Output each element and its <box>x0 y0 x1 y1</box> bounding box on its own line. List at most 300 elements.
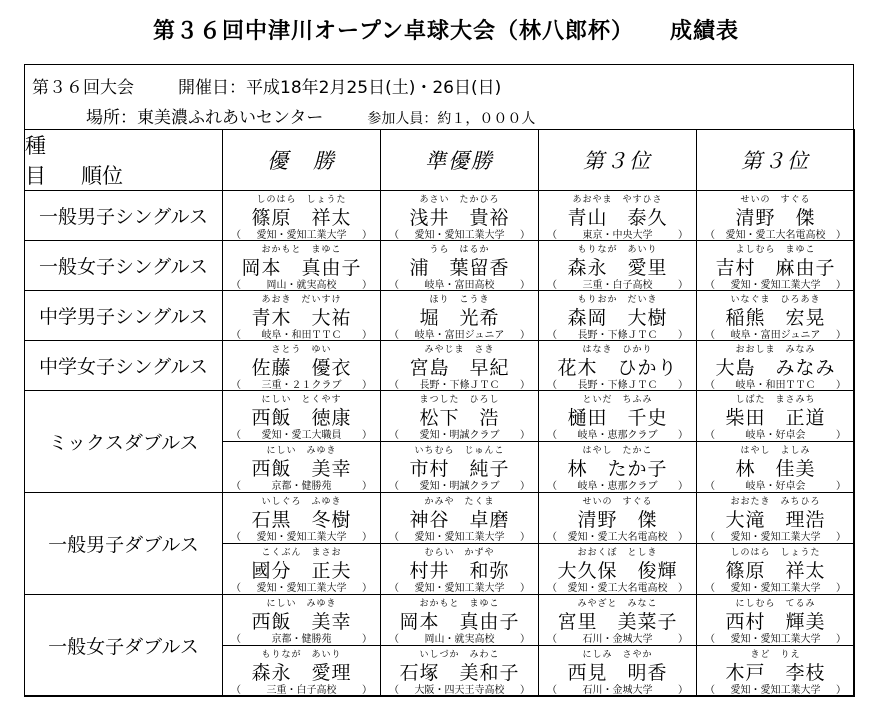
player-affiliation <box>697 326 854 339</box>
player-affiliation <box>381 579 538 592</box>
player-name: 清野 傑 <box>577 509 658 531</box>
player-kana: いしぐろ ふゆき <box>261 497 342 507</box>
player-cell <box>539 493 697 544</box>
player-affiliation <box>539 681 696 694</box>
player-kana: よしむら まゆこ <box>735 245 816 255</box>
table-row <box>25 241 855 291</box>
player-cell <box>697 241 855 291</box>
paren-close: ） <box>520 481 530 492</box>
paren-open: （ <box>231 685 241 696</box>
paren-open: （ <box>547 532 557 543</box>
player-cell <box>381 241 539 291</box>
affiliation-text: 愛知・愛知工業大学 <box>414 532 505 543</box>
paren-close: ） <box>520 380 530 391</box>
player-cell <box>697 544 855 595</box>
table-row <box>25 341 855 391</box>
affiliation-text: 岐阜・和田ＴＴＣ <box>261 330 342 341</box>
player-name: 西飯 徳康 <box>251 407 352 429</box>
paren-close: ） <box>836 330 846 341</box>
player-affiliation <box>223 426 380 439</box>
event-name: 一般男子ダブルス <box>25 493 223 595</box>
paren-close: ） <box>678 634 688 645</box>
paren-close: ） <box>836 380 846 391</box>
player-affiliation <box>539 630 696 643</box>
event-name: 中学男子シングルス <box>25 291 223 341</box>
player-kana: おかもと まゆこ <box>261 245 342 255</box>
paren-open: （ <box>547 380 557 391</box>
player-cell <box>223 191 381 241</box>
player-cell <box>697 595 855 646</box>
player-cell <box>697 646 855 697</box>
rank-header: 第３位 <box>539 130 697 191</box>
player-affiliation <box>539 226 696 239</box>
paren-close: ） <box>520 230 530 241</box>
player-kana: おおくぼ としき <box>577 548 658 558</box>
paren-open: （ <box>389 230 399 241</box>
tournament-info <box>32 73 501 98</box>
player-name: 吉村 麻由子 <box>715 257 836 279</box>
paren-open: （ <box>389 532 399 543</box>
paren-open: （ <box>547 685 557 696</box>
player-cell <box>223 544 381 595</box>
affiliation-text: 愛知・明誠クラブ <box>419 481 500 492</box>
player-name: 佐藤 優衣 <box>251 357 352 379</box>
table-row <box>25 191 855 241</box>
affiliation-text: 大阪・四天王寺高校 <box>414 685 505 696</box>
affiliation-text: 石川・金城大学 <box>582 634 653 645</box>
paren-close: ） <box>520 430 530 441</box>
player-affiliation <box>381 681 538 694</box>
paren-close: ） <box>836 280 846 291</box>
paren-open: （ <box>389 634 399 645</box>
player-affiliation <box>381 630 538 643</box>
player-name: 神谷 卓磨 <box>409 509 510 531</box>
paren-close: ） <box>678 481 688 492</box>
player-cell <box>381 595 539 646</box>
player-cell <box>223 595 381 646</box>
player-kana: もりおか だいき <box>577 295 658 305</box>
affiliation-text: 岐阜・富田ジュニア <box>730 330 821 341</box>
player-affiliation <box>539 528 696 541</box>
page-title: 第３６回中津川オープン卓球大会（林八郎杯） 成績表 <box>152 19 740 44</box>
edition-label: 第３６回大会 <box>32 78 134 98</box>
player-cell <box>539 341 697 391</box>
player-affiliation <box>697 226 854 239</box>
player-name: 石黒 冬樹 <box>251 509 352 531</box>
player-name: 稲熊 宏晃 <box>725 307 826 329</box>
player-affiliation <box>381 326 538 339</box>
table-row <box>25 291 855 341</box>
paren-close: ） <box>678 532 688 543</box>
player-kana: はなき ひかり <box>582 345 653 355</box>
paren-open: （ <box>389 685 399 696</box>
affiliation-text: 三重・白子高校 <box>582 280 653 291</box>
player-name: 堀 光希 <box>419 307 500 329</box>
player-kana: あさい たかひろ <box>419 195 500 205</box>
player-cell <box>539 241 697 291</box>
player-name: 森永 愛里 <box>567 257 668 279</box>
player-affiliation <box>539 276 696 289</box>
paren-close: ） <box>362 380 372 391</box>
player-cell <box>381 291 539 341</box>
paren-open: （ <box>389 330 399 341</box>
paren-open: （ <box>547 280 557 291</box>
player-cell <box>381 544 539 595</box>
player-cell <box>697 341 855 391</box>
player-affiliation <box>223 376 380 389</box>
player-affiliation <box>223 630 380 643</box>
paren-close: ） <box>520 532 530 543</box>
event-rank-header: 種 目 順位 <box>25 130 223 191</box>
player-name: 林 たか子 <box>567 458 668 480</box>
player-affiliation <box>697 376 854 389</box>
venue-label: 場所：東美濃ふれあいセンター <box>86 108 324 128</box>
player-affiliation <box>223 681 380 694</box>
paren-close: ） <box>678 685 688 696</box>
paren-close: ） <box>678 280 688 291</box>
player-kana: はやし たかこ <box>582 446 653 456</box>
player-affiliation <box>697 681 854 694</box>
paren-open: （ <box>231 280 241 291</box>
player-kana: といだ ちふみ <box>582 395 653 405</box>
affiliation-text: 長野・下條ＪＴＣ <box>419 380 500 391</box>
paren-open: （ <box>705 280 715 291</box>
player-name: 森永 愛理 <box>251 662 352 684</box>
affiliation-text: 岡山・就実高校 <box>266 280 337 291</box>
player-kana: ほり こうき <box>429 295 490 305</box>
player-affiliation <box>539 426 696 439</box>
affiliation-text: 三重・白子高校 <box>266 685 337 696</box>
player-kana: むらい かずや <box>424 548 495 558</box>
table-row <box>25 391 855 442</box>
affiliation-text: 岐阜・恵那クラブ <box>577 430 658 441</box>
player-name: 西飯 美幸 <box>251 458 352 480</box>
player-kana: しのはら しょうた <box>730 548 821 558</box>
player-kana: せいの すぐる <box>740 195 811 205</box>
player-cell <box>697 391 855 442</box>
paren-close: ） <box>520 280 530 291</box>
player-affiliation <box>223 226 380 239</box>
paren-open: （ <box>705 583 715 594</box>
paren-open: （ <box>231 330 241 341</box>
player-affiliation <box>697 426 854 439</box>
event-name: 一般女子シングルス <box>25 241 223 291</box>
player-affiliation <box>539 376 696 389</box>
player-kana: まつした ひろし <box>419 395 500 405</box>
player-affiliation <box>381 528 538 541</box>
date-label: 開催日：平成18年2月25日(土)・26日(日) <box>178 78 502 98</box>
player-cell <box>223 646 381 697</box>
paren-open: （ <box>547 583 557 594</box>
affiliation-text: 三重・２１クラブ <box>261 380 342 391</box>
player-kana: いしづか みわこ <box>419 650 500 660</box>
paren-open: （ <box>389 280 399 291</box>
player-kana: おかもと まゆこ <box>419 599 500 609</box>
player-kana: いなぐま ひろあき <box>730 295 821 305</box>
player-affiliation <box>539 477 696 490</box>
player-kana: あおやま やすひさ <box>572 195 663 205</box>
player-affiliation <box>539 579 696 592</box>
affiliation-text: 京都・健勝苑 <box>271 634 332 645</box>
table-row <box>25 595 855 646</box>
player-name: 清野 傑 <box>735 207 816 229</box>
paren-open: （ <box>705 685 715 696</box>
player-cell <box>697 493 855 544</box>
player-cell <box>697 291 855 341</box>
player-affiliation <box>223 477 380 490</box>
player-name: 柴田 正道 <box>725 407 826 429</box>
player-kana: かみや たくま <box>424 497 495 507</box>
player-kana: にしい みゆき <box>266 446 337 456</box>
player-name: 宮里 美菜子 <box>557 611 678 633</box>
player-cell <box>223 493 381 544</box>
paren-open: （ <box>231 532 241 543</box>
player-cell <box>381 493 539 544</box>
player-affiliation <box>697 579 854 592</box>
affiliation-text: 愛知・愛知工業大学 <box>730 280 821 291</box>
player-affiliation <box>223 276 380 289</box>
paren-close: ） <box>678 380 688 391</box>
player-kana: いちむら じゅんこ <box>414 446 505 456</box>
affiliation-text: 愛知・愛工大名電高校 <box>567 532 668 543</box>
player-kana: もりなが あいり <box>577 245 658 255</box>
affiliation-text: 長野・下條ＪＴＣ <box>577 380 658 391</box>
player-cell <box>539 291 697 341</box>
paren-open: （ <box>547 330 557 341</box>
paren-close: ） <box>678 230 688 241</box>
table-row <box>25 493 855 544</box>
player-kana: しのはら しょうた <box>256 195 347 205</box>
player-cell <box>539 544 697 595</box>
affiliation-text: 愛知・愛工大名電高校 <box>725 230 826 241</box>
paren-close: ） <box>362 685 372 696</box>
event-name: ミックスダブルス <box>25 391 223 493</box>
player-cell <box>223 341 381 391</box>
player-kana: にしみ さやか <box>582 650 653 660</box>
player-kana: もりなが あいり <box>261 650 342 660</box>
player-name: 浦 葉留香 <box>409 257 510 279</box>
player-name: 青木 大祐 <box>251 307 352 329</box>
paren-open: （ <box>705 330 715 341</box>
event-name: 一般女子ダブルス <box>25 595 223 697</box>
affiliation-text: 岡山・就実高校 <box>424 634 495 645</box>
paren-close: ） <box>836 481 846 492</box>
player-name: 西村 輝美 <box>725 611 826 633</box>
paren-close: ） <box>836 634 846 645</box>
event-name: 中学女子シングルス <box>25 341 223 391</box>
player-name: 樋田 千史 <box>567 407 668 429</box>
affiliation-text: 愛知・愛知工業大学 <box>256 230 347 241</box>
player-cell <box>539 191 697 241</box>
player-name: 宮島 早紀 <box>409 357 510 379</box>
player-kana: にしむら てるみ <box>735 599 816 609</box>
player-kana: きど りえ <box>750 650 801 660</box>
rank-header: 第３位 <box>697 130 855 191</box>
affiliation-text: 愛知・愛知工業大学 <box>414 230 505 241</box>
player-name: 松下 浩 <box>419 407 500 429</box>
paren-close: ） <box>678 330 688 341</box>
event-name: 一般男子シングルス <box>25 191 223 241</box>
paren-close: ） <box>520 330 530 341</box>
player-cell <box>539 442 697 493</box>
paren-open: （ <box>547 230 557 241</box>
paren-close: ） <box>836 430 846 441</box>
player-name: 大久保 俊輝 <box>557 560 678 582</box>
player-affiliation <box>381 376 538 389</box>
player-kana: さとう ゆい <box>271 345 332 355</box>
paren-close: ） <box>520 583 530 594</box>
player-name: 西見 明香 <box>567 662 668 684</box>
affiliation-text: 愛知・愛知工業大学 <box>730 532 821 543</box>
affiliation-text: 岐阜・恵那クラブ <box>577 481 658 492</box>
paren-open: （ <box>705 430 715 441</box>
affiliation-text: 愛知・愛工大名電高校 <box>567 583 668 594</box>
player-affiliation <box>697 477 854 490</box>
paren-open: （ <box>231 583 241 594</box>
player-cell <box>223 442 381 493</box>
player-name: 青山 泰久 <box>567 207 668 229</box>
player-affiliation <box>697 630 854 643</box>
player-affiliation <box>381 477 538 490</box>
player-affiliation <box>539 326 696 339</box>
player-name: 篠原 祥太 <box>725 560 826 582</box>
player-name: 篠原 祥太 <box>251 207 352 229</box>
results-table <box>24 129 855 697</box>
paren-open: （ <box>547 481 557 492</box>
paren-close: ） <box>362 532 372 543</box>
affiliation-text: 愛知・愛知工業大学 <box>730 634 821 645</box>
player-kana: あおき だいすけ <box>261 295 342 305</box>
player-affiliation <box>697 276 854 289</box>
player-kana: にしい とくやす <box>261 395 342 405</box>
player-cell <box>697 442 855 493</box>
paren-close: ） <box>836 532 846 543</box>
player-cell <box>539 391 697 442</box>
player-affiliation <box>381 226 538 239</box>
player-cell <box>539 595 697 646</box>
affiliation-text: 岐阜・好卓会 <box>745 481 806 492</box>
player-name: 大島 みなみ <box>715 357 836 379</box>
player-affiliation <box>381 276 538 289</box>
paren-close: ） <box>836 685 846 696</box>
affiliation-text: 愛知・愛工大職員 <box>261 430 342 441</box>
player-name: 岡本 真由子 <box>241 257 362 279</box>
paren-close: ） <box>362 634 372 645</box>
affiliation-text: 愛知・愛知工業大学 <box>256 532 347 543</box>
affiliation-text: 愛知・愛知工業大学 <box>414 583 505 594</box>
paren-close: ） <box>362 280 372 291</box>
player-name: 花木 ひかり <box>557 357 678 379</box>
player-name: 森岡 大樹 <box>567 307 668 329</box>
player-affiliation <box>223 528 380 541</box>
player-affiliation <box>697 528 854 541</box>
paren-close: ） <box>362 230 372 241</box>
player-affiliation <box>223 579 380 592</box>
paren-open: （ <box>705 532 715 543</box>
player-name: 市村 純子 <box>409 458 510 480</box>
player-cell <box>381 442 539 493</box>
paren-close: ） <box>836 583 846 594</box>
player-kana: うら はるか <box>429 245 490 255</box>
paren-close: ） <box>362 583 372 594</box>
player-cell <box>223 291 381 341</box>
paren-open: （ <box>389 583 399 594</box>
affiliation-text: 長野・下條ＪＴＣ <box>577 330 658 341</box>
paren-open: （ <box>231 380 241 391</box>
paren-close: ） <box>836 230 846 241</box>
venue-info <box>86 103 535 128</box>
rank-header: 優 勝 <box>223 130 381 191</box>
affiliation-text: 岐阜・富田ジュニア <box>414 330 505 341</box>
player-cell <box>697 191 855 241</box>
player-kana: せいの すぐる <box>582 497 653 507</box>
paren-open: （ <box>389 430 399 441</box>
paren-close: ） <box>520 634 530 645</box>
player-affiliation <box>381 426 538 439</box>
rank-header: 準優勝 <box>381 130 539 191</box>
paren-open: （ <box>547 430 557 441</box>
paren-close: ） <box>678 430 688 441</box>
paren-open: （ <box>231 481 241 492</box>
paren-close: ） <box>362 430 372 441</box>
affiliation-text: 愛知・愛知工業大学 <box>730 583 821 594</box>
player-name: 浅井 貴裕 <box>409 207 510 229</box>
paren-open: （ <box>231 430 241 441</box>
player-name: 村井 和弥 <box>409 560 510 582</box>
affiliation-text: 愛知・明誠クラブ <box>419 430 500 441</box>
paren-close: ） <box>362 330 372 341</box>
player-kana: にしい みゆき <box>266 599 337 609</box>
player-cell <box>381 646 539 697</box>
player-cell <box>381 191 539 241</box>
paren-open: （ <box>547 634 557 645</box>
player-cell <box>223 391 381 442</box>
player-name: 林 佳美 <box>735 458 816 480</box>
paren-open: （ <box>231 230 241 241</box>
player-name: 石塚 美和子 <box>399 662 520 684</box>
affiliation-text: 岐阜・富田高校 <box>424 280 495 291</box>
player-cell <box>223 241 381 291</box>
affiliation-text: 岐阜・好卓会 <box>745 430 806 441</box>
affiliation-text: 京都・健勝苑 <box>271 481 332 492</box>
paren-close: ） <box>520 685 530 696</box>
player-kana: みやざと みなこ <box>577 599 658 609</box>
paren-open: （ <box>389 380 399 391</box>
player-name: 木戸 李枝 <box>725 662 826 684</box>
affiliation-text: 岐阜・和田ＴＴＣ <box>735 380 816 391</box>
player-name: 大滝 理浩 <box>725 509 826 531</box>
player-kana: こくぶん まさお <box>261 548 342 558</box>
player-name: 西飯 美幸 <box>251 611 352 633</box>
participants-label: 参加人員：約１，０００人 <box>367 111 536 127</box>
player-name: 岡本 真由子 <box>399 611 520 633</box>
paren-open: （ <box>231 634 241 645</box>
affiliation-text: 愛知・愛知工業大学 <box>730 685 821 696</box>
player-kana: しばた まさみち <box>735 395 816 405</box>
player-cell <box>539 646 697 697</box>
table-header <box>25 130 855 191</box>
player-cell <box>381 341 539 391</box>
player-cell <box>381 391 539 442</box>
player-name: 國分 正夫 <box>251 560 352 582</box>
player-kana: おおたき みちひろ <box>730 497 821 507</box>
affiliation-text: 石川・金城大学 <box>582 685 653 696</box>
player-affiliation <box>223 326 380 339</box>
affiliation-text: 愛知・愛知工業大学 <box>256 583 347 594</box>
player-kana: おおしま みなみ <box>735 345 816 355</box>
paren-close: ） <box>362 481 372 492</box>
paren-open: （ <box>705 380 715 391</box>
